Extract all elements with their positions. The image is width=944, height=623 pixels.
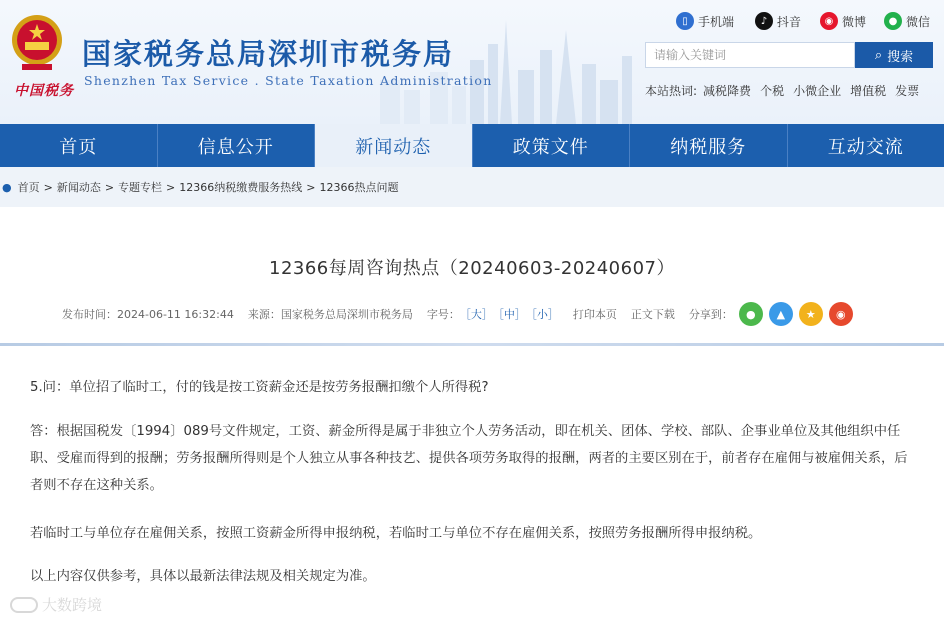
share-weibo-icon[interactable]: ◉: [829, 302, 853, 326]
share-qq-icon[interactable]: ▲: [769, 302, 793, 326]
source-value: 国家税务总局深圳市税务局: [280, 308, 413, 321]
nav-news[interactable]: 新闻动态: [315, 124, 473, 167]
tax-logo-text: 中国税务: [14, 83, 74, 99]
social-wechat-label: 微信: [906, 14, 931, 29]
hot-term-link[interactable]: 减税降费: [703, 84, 752, 98]
nav-tax-service[interactable]: 纳税服务: [630, 124, 788, 167]
article-paragraph: 若临时工与单位存在雇佣关系，按照工资薪金所得申报纳税，若临时工与单位不存在雇佣关系，按照劳务报酬所得申报纳税。: [30, 526, 762, 541]
article-question: 5.问：单位招了临时工，付的钱是按工资薪金还是按劳务报酬扣缴个人所得税?: [30, 380, 489, 395]
breadcrumb-special[interactable]: 专题专栏: [118, 181, 163, 194]
font-size-large-button[interactable]: ［大］: [459, 308, 493, 321]
article-meta: [62, 300, 922, 328]
article-title: 12366每周咨询热点（20240603-20240607）: [269, 258, 675, 279]
phone-icon: ▯: [676, 12, 694, 30]
nav-info-disclosure[interactable]: 信息公开: [158, 124, 316, 167]
article-disclaimer: 以上内容仅供参考，具体以最新法律法规及相关规定为准。: [30, 569, 376, 584]
search-input[interactable]: 请输入关键词: [645, 42, 855, 68]
search-icon: ⌕: [874, 47, 883, 63]
nav-interaction[interactable]: 互动交流: [827, 136, 904, 158]
breadcrumb-hotline[interactable]: 12366纳税缴费服务热线: [179, 181, 303, 194]
watermark-logo-icon: [10, 597, 38, 613]
watermark: [10, 594, 102, 615]
breadcrumb-home[interactable]: 首页: [17, 181, 40, 194]
watermark-text: 大数跨境: [42, 596, 103, 614]
content-divider: [0, 343, 944, 346]
hot-term-link[interactable]: 增值税: [850, 84, 887, 98]
social-mobile-label: 手机端: [698, 14, 735, 29]
font-size-medium-button[interactable]: ［中］: [492, 308, 526, 321]
breadcrumb: [0, 167, 944, 207]
site-header: [0, 0, 944, 124]
share-wechat-icon[interactable]: ●: [739, 302, 763, 326]
nav-home[interactable]: 首页: [0, 124, 158, 167]
breadcrumb-separator: >: [43, 180, 53, 194]
wechat-icon: ●: [884, 12, 902, 30]
breadcrumb-news[interactable]: 新闻动态: [56, 181, 101, 194]
font-size-label: 字号：: [426, 308, 460, 321]
hot-term-link[interactable]: 小微企业: [793, 84, 842, 98]
social-douyin-link[interactable]: [755, 10, 801, 32]
social-weibo-label: 微博: [842, 14, 867, 29]
main-nav: [0, 124, 944, 167]
publish-label: 发布时间：: [62, 308, 117, 321]
share-label: 分享到：: [688, 308, 733, 321]
publish-time: 2024-06-11 16:32:44: [117, 307, 234, 321]
share-qzone-icon[interactable]: ★: [799, 302, 823, 326]
breadcrumb-separator: >: [166, 180, 176, 194]
hot-term-link[interactable]: 发票: [895, 84, 920, 98]
social-weibo-link[interactable]: [820, 10, 866, 32]
breadcrumb-separator: >: [306, 180, 316, 194]
site-subtitle: Shenzhen Tax Service . State Taxation Administration: [84, 73, 493, 88]
weibo-icon: ◉: [820, 12, 838, 30]
site-title: 国家税务总局深圳市税务局: [82, 37, 455, 71]
hot-term-link[interactable]: 个税: [760, 84, 785, 98]
breadcrumb-separator: >: [104, 180, 115, 194]
source-label: 来源：: [247, 308, 281, 321]
hot-search-label: 本站热词:: [645, 84, 698, 98]
breadcrumb-hot-issues[interactable]: 12366热点问题: [319, 181, 399, 194]
search-button[interactable]: [855, 42, 933, 68]
social-wechat-link[interactable]: [884, 10, 930, 32]
location-pin-icon: ●: [2, 180, 12, 194]
print-button[interactable]: 打印本页: [572, 308, 617, 321]
nav-policy[interactable]: 政策文件: [473, 124, 631, 167]
article-answer: 答：根据国税发〔1994〕089号文件规定，工资、薪金所得是属于非独立个人劳务活动，即在机关、团体、学校、部队、企事业单位及其他组织中任职、受雇而得到的报酬；劳务报酬所得则是个人独立从事各种技艺、提供各项劳务取得的报酬，两者的主要区别在于，前者存在雇佣与被雇佣关系，后者则不存在这种关系。: [30, 424, 908, 493]
social-mobile-link[interactable]: [676, 10, 734, 32]
search-button-label: 搜索: [887, 49, 914, 65]
national-emblem-icon: [8, 12, 66, 74]
hot-search-terms: [645, 82, 919, 99]
download-button[interactable]: 正文下载: [630, 308, 675, 321]
font-size-small-button[interactable]: ［小］: [525, 308, 559, 321]
social-douyin-label: 抖音: [777, 14, 802, 29]
douyin-icon: ♪: [755, 12, 773, 30]
